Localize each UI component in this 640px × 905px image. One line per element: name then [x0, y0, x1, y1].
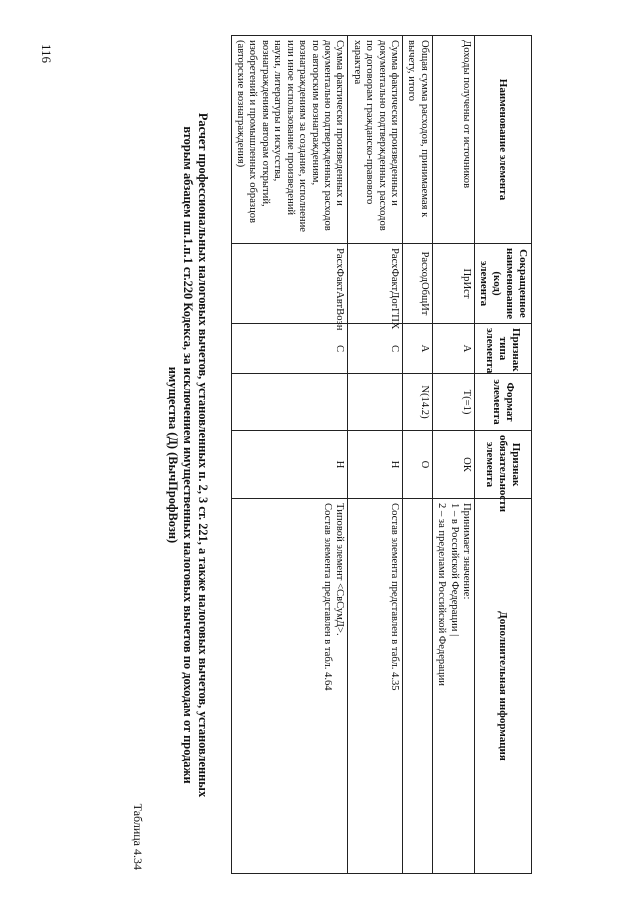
cell-info	[432, 499, 474, 874]
table-caption: Таблица 4.34	[131, 803, 145, 870]
header-element-format: Формат элемента	[475, 374, 532, 431]
cell-code: РасхФактАвтВозн	[231, 244, 348, 324]
cell-info	[231, 499, 348, 874]
title-line: имущества (Д) (ВычПрофВозн)	[166, 366, 180, 544]
cell-format: N(14.2)	[402, 374, 432, 431]
info-line: Типовой элемент <СвСумД>.	[334, 503, 346, 636]
table-row	[402, 36, 432, 874]
cell-code: РасхФактДогГПХ	[348, 244, 403, 324]
header-additional-info: Дополнительная информация	[475, 499, 532, 874]
cell-type: С	[231, 324, 348, 374]
cell-type: С	[348, 324, 403, 374]
cell-code: РасходОбщИт	[402, 244, 432, 324]
header-element-name: Наименование элемента	[475, 36, 532, 244]
title-line: Расчет профессиональных налоговых вычетов, установленных п. 2, 3 ст. 221, а также налоговых вычетов, установленных	[196, 112, 210, 798]
cell-format	[348, 374, 403, 431]
info-line: Состав элемента представлен в табл. 4.35	[388, 503, 400, 691]
header-element-code: Сокращенное наименование (код) элемента	[475, 244, 532, 324]
cell-required: О	[402, 431, 432, 499]
cell-info	[402, 499, 432, 874]
header-element-required: Признак обязательности элемента	[475, 431, 532, 499]
cell-name: Сумма фактически произведенных и документально подтвержденных расходов по авторским вознаграждениям, вознаграждениям за создание, исполнение или иное использование произведений науки, литературы и искусства, вознаграждениям авторам открытий, изобретений и промышленных образцов (авторские вознаграждения)	[231, 36, 348, 244]
cell-required: Н	[231, 431, 348, 499]
table-row	[432, 36, 474, 874]
title-line: вторым абзацем пп.1.п.1 ст.220 Кодекса, за исключением имущественных налоговых вычетов по доходам от продажи	[181, 126, 195, 784]
elements-table	[231, 35, 532, 874]
cell-required: Н	[348, 431, 403, 499]
cell-info	[348, 499, 403, 874]
cell-name: Доходы получены от источников	[432, 36, 474, 244]
cell-type: А	[432, 324, 474, 374]
cell-code: ПрИст	[432, 244, 474, 324]
table-row	[348, 36, 403, 874]
page-number: 116	[39, 44, 54, 64]
cell-name: Общая сумма расходов, принимаемая к вычету, итого	[402, 36, 432, 244]
cell-name: Сумма фактически произведенных и документально подтвержденных расходов по договорам гражданско-правового характера	[348, 36, 403, 244]
info-line: 1 – в Российской Федерации |	[448, 503, 460, 637]
cell-required: ОК	[432, 431, 474, 499]
header-element-type: Признак типа элемента	[475, 324, 532, 374]
table-title	[165, 70, 210, 840]
table-row	[231, 36, 348, 874]
info-line: Состав элемента представлен в табл. 4.64	[321, 503, 333, 691]
info-line: Принимает значение:	[461, 503, 472, 600]
cell-type: А	[402, 324, 432, 374]
cell-format: T(=1)	[432, 374, 474, 431]
info-line: 2 – за пределами Российской Федерации	[436, 503, 448, 686]
table-header-row	[475, 36, 532, 874]
cell-format	[231, 374, 348, 431]
